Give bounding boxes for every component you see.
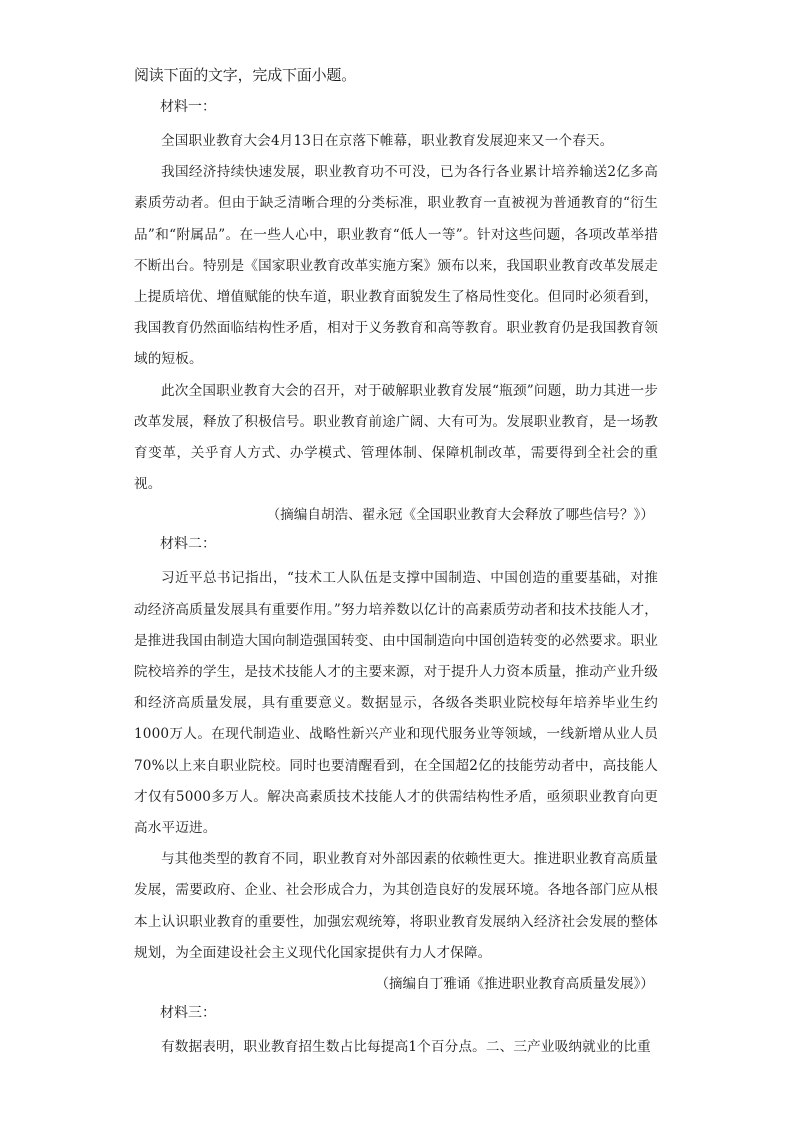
question-instruction: 阅读下面的文字，完成下面小题。 <box>134 66 357 84</box>
material-2-source: （摘编自丁雅诵《推进职业教育高质量发展》） <box>375 976 654 993</box>
material-1-paragraph-2: 我国经济持续快速发展，职业教育功不可没，已为各行各业累计培养输送2亿多高素质劳动者。但由于缺乏清晰合理的分类标准，职业教育一直被视为普通教育的“衍生品”和“附属品”。在一些人心中，职业教育“低人一等”。针对这些问题，各项改革举措不断出台。特别是《国家职业教育改革实施方案》颁布以来，我国职业教育改革发展走上提质培优、增值赋能的快车道，职业教育面貌发生了格局性变化。但同时必须看到，我国教育仍然面临结构性矛盾，相对于义务教育和高等教育。职业教育仍是我国教育领域的短板。 <box>134 164 658 368</box>
material-3-paragraph-1: 有数据表明，职业教育招生数占比每提高1个百分点。二、三产业吸纳就业的比重 <box>161 1039 651 1056</box>
material-2-paragraph-2: 与其他类型的教育不同，职业教育对外部因素的依赖性更大。推进职业教育高质量发展，需要政府、企业、社会形成合力，为其创造良好的发展环境。各地各部门应从根本上认识职业教育的重要性，加强宏观统筹，将职业教育发展纳入经济社会发展的整体规划，为全面建设社会主义现代化国家提供有力人才保障。 <box>134 851 658 961</box>
material-2-paragraph-1: 习近平总书记指出，“技术工人队伍是支撑中国制造、中国创造的重要基础，对推动经济高质量发展具有重要作用。”努力培养数以亿计的高素质劳动者和技术技能人才，是推进我国由制造大国向制造强国转变、由中国制造向中国创造转变的必然要求。职业院校培养的学生，是技术技能人才的主要来源，对于提升人力资本质量，推动产业升级和经济高质量发展，具有重要意义。数据显示，各级各类职业院校每年培养毕业生约1000万人。在现代制造业、战略性新兴产业和现代服务业等领域，一线新增从业人员70%以上来自职业院校。同时也要清醒看到，在全国超2亿的技能劳动者中，高技能人才仅有5000多万人。解决高素质技术技能人才的供需结构性矛盾，亟须职业教育向更高水平迈进。 <box>134 570 658 837</box>
material-1-label: 材料一： <box>160 99 216 115</box>
material-3-label: 材料三： <box>160 1005 216 1022</box>
document-page <box>134 64 658 1063</box>
material-2-label: 材料二： <box>160 536 216 553</box>
material-1-source: （摘编自胡浩、翟永冠《全国职业教育大会释放了哪些信号？》） <box>266 507 654 524</box>
material-1-paragraph-3: 此次全国职业教育大会的召开，对于破解职业教育发展“瓶颈”问题，助力其进一步改革发展，释放了积极信号。职业教育前途广阔、大有可为。发展职业教育，是一场教育变革，关乎育人方式、办学模式、管理体制、保障机制改革，需要得到全社会的重视。 <box>134 382 658 493</box>
material-1-paragraph-1: 全国职业教育大会4月13日在京落下帷幕，职业教育发展迎来又一个春天。 <box>161 133 614 149</box>
